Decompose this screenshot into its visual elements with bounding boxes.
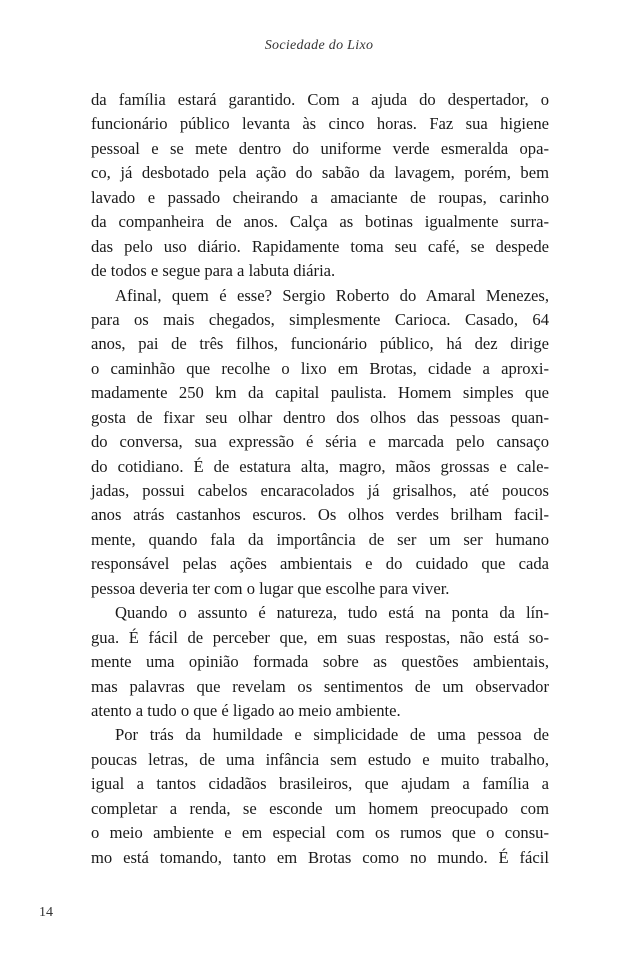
text-line: madamente 250 km da capital paulista. Homem simples que	[91, 383, 549, 403]
paragraph-2	[91, 284, 549, 602]
text-line: anos atrás castanhos escuros. Os olhos verdes brilham facil-	[91, 505, 549, 525]
text-line: anos, pai de três filhos, funcionário público, há dez dirige	[91, 334, 549, 354]
text-line: responsável pelas ações ambientais e do cuidado que cada	[91, 554, 549, 574]
text-line: o meio ambiente e em especial com os rumos que o consu-	[91, 823, 549, 843]
text-line: da família estará garantido. Com a ajuda do despertador, o	[91, 90, 549, 109]
text-line: poucas letras, de uma infância sem estudo e muito trabalho,	[91, 749, 549, 769]
text-line: jadas, possui cabelos encaracolados já grisalhos, até poucos	[91, 481, 549, 500]
text-line: atento a tudo o que é ligado ao meio ambiente.	[91, 700, 401, 720]
text-line: lavado e passado cheirando a amaciante de roupas, carinho	[91, 187, 549, 207]
paragraph-4	[91, 723, 549, 870]
text-line: de todos e segue para a labuta diária.	[91, 261, 336, 281]
text-line: gua. É fácil de perceber que, em suas respostas, não está so-	[91, 627, 549, 647]
text-line: pessoa deveria ter com o lugar que escolhe para viver.	[91, 578, 450, 598]
text-line: o caminhão que recolhe o lixo em Brotas, cidade a aproxi-	[91, 358, 549, 378]
text-line: Por trás da humildade e simplicidade de uma pessoa de	[115, 725, 549, 745]
paragraph-3	[91, 601, 549, 723]
text-line: do conversa, sua expressão é séria e marcada pelo cansaço	[91, 432, 549, 452]
text-line: das pelo uso diário. Rapidamente toma seu café, se despede	[91, 236, 549, 256]
body-text	[91, 88, 549, 870]
text-line: Afinal, quem é esse? Sergio Roberto do Amaral Menezes,	[115, 285, 549, 305]
text-line: gosta de fixar seu olhar dentro dos olhos das pessoas quan-	[91, 407, 549, 427]
text-line: igual a tantos cidadãos brasileiros, que ajudam a família a	[91, 774, 549, 794]
page-number: 14	[39, 905, 53, 920]
text-line: funcionário público levanta às cinco horas. Faz sua higiene	[91, 114, 549, 134]
paragraph-1	[91, 88, 549, 284]
text-line: mas palavras que revelam os sentimentos de um observador	[91, 676, 549, 696]
text-line: da companheira de anos. Calça as botinas igualmente surra-	[91, 212, 549, 232]
text-line: para os mais chegados, simplesmente Carioca. Casado, 64	[91, 309, 549, 329]
text-line: mo está tomando, tanto em Brotas como no mundo. É fácil	[91, 847, 549, 867]
text-line: co, já desbotado pela ação do sabão da lavagem, porém, bem	[91, 163, 549, 183]
running-header: Sociedade do Lixo	[264, 38, 374, 53]
text-line: mente uma opinião formada sobre as questões ambientais,	[91, 652, 549, 672]
text-line: do cotidiano. É de estatura alta, magro, mãos grossas e cale-	[91, 456, 549, 476]
text-line: pessoal e se mete dentro do uniforme verde esmeralda opa-	[91, 138, 549, 158]
text-line: completar a renda, se esconde um homem preocupado com	[91, 798, 549, 818]
text-line: Quando o assunto é natureza, tudo está na ponta da lín-	[115, 603, 549, 623]
text-line: mente, quando fala da importância de ser um ser humano	[91, 529, 549, 549]
